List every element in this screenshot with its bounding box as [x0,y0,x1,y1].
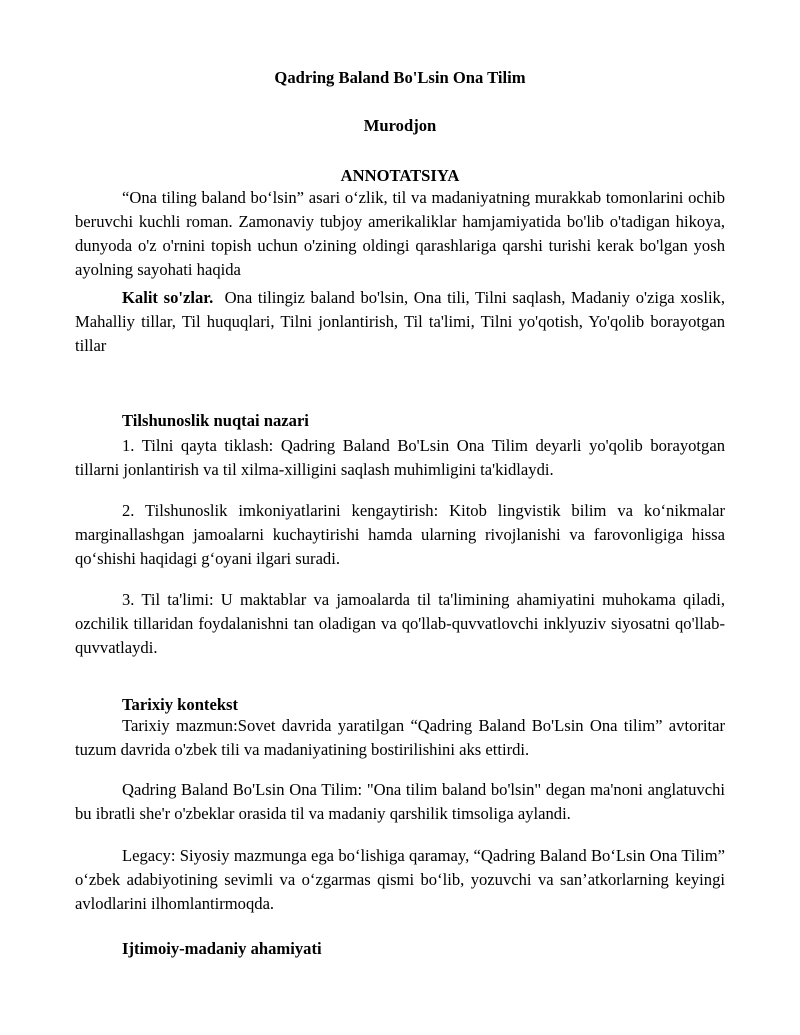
paragraph-text: Legacy: Siyosiy mazmunga ega bo‘lishiga qaramay, “Qadring Baland Bo‘Lsin Ona Tilim” o‘zbek adabiyotining sevimli va o‘zgarmas qismi bo‘lib, yozuvchi va san’atkorlarning keyingi avlodlarini ilhomlantirmoqda. [75,846,725,913]
keywords-paragraph [75,286,725,358]
section-paragraph [75,588,725,660]
section-heading-historical: Tarixiy kontekst [122,695,239,714]
section-paragraph [75,778,725,826]
paragraph-text: 1. Tilni qayta tiklash: Qadring Baland Bo'Lsin Ona Tilim deyarli yo'qolib borayotgan tillarni jonlantirish va til xilma-xilligini saqlash muhimligini ta'kidlaydi. [75,436,725,479]
section-paragraph [75,844,725,916]
document-title: Qadring Baland Bo'Lsin Ona Tilim [274,68,526,87]
section-heading-sociocultural: Ijtimoiy-madaniy ahamiyati [122,939,322,958]
paragraph-text: Tarixiy mazmun:Sovet davrida yaratilgan “Qadring Baland Bo'Lsin Ona tilim” avtoritar tuzum davrida o'zbek tili va madaniyatining bostirilishini aks ettirdi. [75,716,725,759]
keywords-label: Kalit so'zlar. [122,288,214,307]
paragraph-text: 2. Tilshunoslik imkoniyatlarini kengaytirish: Kitob lingvistik bilim va ko‘nikmalar marginallashgan jamoalarni kuchaytirishi hamda ularning rivojlanishi va farovonligiga hissa qo‘shishi haqidagi g‘oyani ilgari suradi. [75,501,725,568]
section-paragraph [75,499,725,571]
annotation-heading: ANNOTATSIYA [340,166,460,185]
keywords-line [75,286,725,358]
keywords-text: Ona tilingiz baland bo'lsin, Ona tili, Tilni saqlash, Madaniy o'ziga xoslik, Mahalliy tillar, Til huquqlari, Tilni jonlantirish, Til ta'limi, Tilni yo'qotish, Yo'qolib borayotgan tillar [75,288,726,355]
document-author: Murodjon [363,116,437,135]
annotation-paragraph [75,186,725,282]
section-paragraph [75,434,725,482]
paragraph-text: 3. Til ta'limi: U maktablar va jamoalarda til ta'limining ahamiyatini muhokama qiladi, ozchilik tillaridan foydalanishni tan oladigan va qo'llab-quvvatlovchi inklyuziv siyosatni qo'llab-quvvatlaydi. [75,590,725,657]
section-heading-linguistic: Tilshunoslik nuqtai nazari [122,411,309,430]
section-paragraph [75,714,725,762]
annotation-text: “Ona tiling baland bo‘lsin” asari o‘zlik, til va madaniyatning murakkab tomonlarini ochib beruvchi kuchli roman. Zamonaviy tubjoy amerikaliklar hamjamiyatida bo'lib o'tadigan hikoya, dunyoda o'z o'rnini topish uchun o'zining oldingi qarashlariga qarshi turishi kerak bo'lgan yosh ayolning sayohati haqida [75,188,725,279]
paragraph-text: Qadring Baland Bo'Lsin Ona Tilim: "Ona tilim baland bo'lsin" degan ma'noni anglatuvchi bu ibratli she'r o'zbeklar orasida til va madaniy qarshilik timsoliga aylandi. [75,780,725,823]
